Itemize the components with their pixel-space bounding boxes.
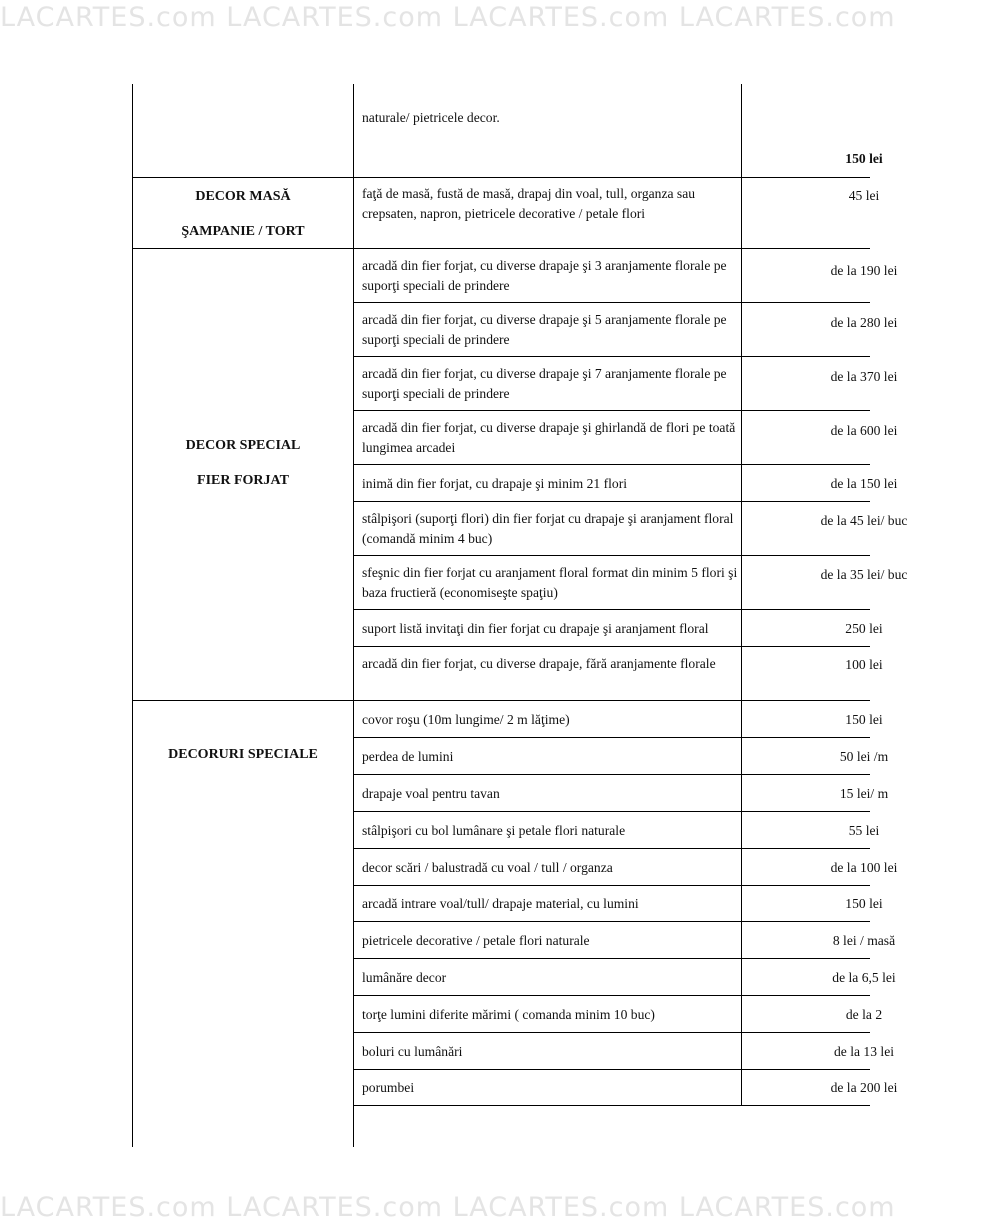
table-row-description: stâlpişori cu bol lumânare şi petale flori naturale xyxy=(362,823,626,838)
table-row-description: arcadă din fier forjat, cu diverse drapaje, fără aranjamente florale xyxy=(362,656,716,671)
table-row-price: de la 2 xyxy=(845,1007,883,1022)
table-rule xyxy=(353,995,870,996)
table-rule xyxy=(353,302,870,303)
table-row-price: 150 lei xyxy=(845,896,883,911)
table-row-price: 50 lei /m xyxy=(839,749,889,764)
table-row-price: 150 lei xyxy=(845,151,883,166)
table-border-left xyxy=(132,84,133,1147)
table-row-price: de la 13 lei xyxy=(833,1044,895,1059)
category-decoruri-speciale: DECORURI SPECIALE xyxy=(168,747,318,762)
table-row-description: porumbei xyxy=(362,1080,415,1095)
table-row-description: faţă de masă, fustă de masă, drapaj din voal, tull, organza sau crepsaten, napron, pietricele decorative / petale flori xyxy=(362,186,696,221)
table-row-description: inimă din fier forjat, cu drapaje şi minim 21 flori xyxy=(362,476,628,491)
table-rule xyxy=(353,646,870,647)
table-row-description: sfeşnic din fier forjat cu aranjament floral format din minim 5 flori şi baza fructieră (economiseşte spaţiu) xyxy=(362,565,738,600)
table-row-price: de la 200 lei xyxy=(830,1080,898,1095)
table-row-price: de la 45 lei/ buc xyxy=(820,513,908,528)
table-row-price: de la 35 lei/ buc xyxy=(820,567,908,582)
table-divider-price xyxy=(741,84,742,1106)
table-row-price: 150 lei xyxy=(845,712,883,727)
table-rule xyxy=(353,1069,870,1070)
table-divider-category xyxy=(353,84,354,1147)
table-row-price: 45 lei xyxy=(848,188,880,203)
table-rule xyxy=(353,774,870,775)
table-row-description: arcadă din fier forjat, cu diverse drapaje şi 7 aranjamente florale pe suporţi speciali de prindere xyxy=(362,366,727,401)
table-row-description: suport listă invitaţi din fier forjat cu drapaje şi aranjament floral xyxy=(362,621,709,636)
table-row-description: naturale/ pietricele decor. xyxy=(362,110,500,125)
table-row-price: de la 280 lei xyxy=(830,315,898,330)
category-decor-masa-line1: DECOR MASĂ xyxy=(195,189,291,204)
table-rule xyxy=(353,885,870,886)
table-row-price: 250 lei xyxy=(845,621,883,636)
table-row-price: de la 600 lei xyxy=(830,423,898,438)
table-rule xyxy=(353,1032,870,1033)
watermark-bottom: LACARTES.com LACARTES.com LACARTES.com LACARTES.com xyxy=(0,1192,896,1223)
table-row-description: perdea de lumini xyxy=(362,749,454,764)
table-rule xyxy=(353,555,870,556)
table-rule xyxy=(132,177,870,178)
table-row-price: de la 190 lei xyxy=(830,263,898,278)
table-row-description: pietricele decorative / petale flori naturale xyxy=(362,933,590,948)
table-row-description: arcadă intrare voal/tull/ drapaje material, cu lumini xyxy=(362,896,639,911)
table-rule xyxy=(353,464,870,465)
table-rule xyxy=(353,356,870,357)
category-decor-masa-line2: ŞAMPANIE / TORT xyxy=(181,224,305,239)
table-row-description: arcadă din fier forjat, cu diverse drapaje şi ghirlandă de flori pe toată lungimea arcadei xyxy=(362,420,736,455)
table-row-description: covor roşu (10m lungime/ 2 m lăţime) xyxy=(362,712,570,727)
table-rule xyxy=(353,609,870,610)
table-row-description: stâlpişori (suporţi flori) din fier forjat cu drapaje şi aranjament floral (comandă minim 4 buc) xyxy=(362,511,734,546)
table-rule xyxy=(353,410,870,411)
table-row-price: de la 370 lei xyxy=(830,369,898,384)
table-rule xyxy=(353,1105,870,1106)
table-row-description: torţe lumini diferite mărimi ( comanda minim 10 buc) xyxy=(362,1007,655,1022)
category-fier-forjat-line2: FIER FORJAT xyxy=(197,473,289,488)
table-row-description: drapaje voal pentru tavan xyxy=(362,786,500,801)
table-row-price: de la 100 lei xyxy=(830,860,898,875)
table-row-price: 100 lei xyxy=(845,657,883,672)
table-row-price: 55 lei xyxy=(848,823,880,838)
table-row-price: 8 lei / masă xyxy=(832,933,896,948)
table-row-price: de la 150 lei xyxy=(830,476,898,491)
table-rule xyxy=(353,958,870,959)
table-row-price: 15 lei/ m xyxy=(839,786,889,801)
table-rule xyxy=(353,921,870,922)
table-row-description: arcadă din fier forjat, cu diverse drapaje şi 5 aranjamente florale pe suporţi speciali de prindere xyxy=(362,312,727,347)
table-rule xyxy=(353,501,870,502)
table-rule xyxy=(132,700,870,701)
table-rule xyxy=(353,737,870,738)
table-row-description: boluri cu lumânări xyxy=(362,1044,463,1059)
table-row-description: decor scări / balustradă cu voal / tull / organza xyxy=(362,860,613,875)
table-row-description: arcadă din fier forjat, cu diverse drapaje şi 3 aranjamente florale pe suporţi speciali de prindere xyxy=(362,258,727,293)
table-row-description: lumânăre decor xyxy=(362,970,447,985)
watermark-top: LACARTES.com LACARTES.com LACARTES.com LACARTES.com xyxy=(0,2,896,33)
table-rule xyxy=(353,811,870,812)
category-fier-forjat-line1: DECOR SPECIAL xyxy=(185,438,301,453)
table-row-price: de la 6,5 lei xyxy=(832,970,896,985)
table-rule xyxy=(132,248,870,249)
table-rule xyxy=(353,848,870,849)
